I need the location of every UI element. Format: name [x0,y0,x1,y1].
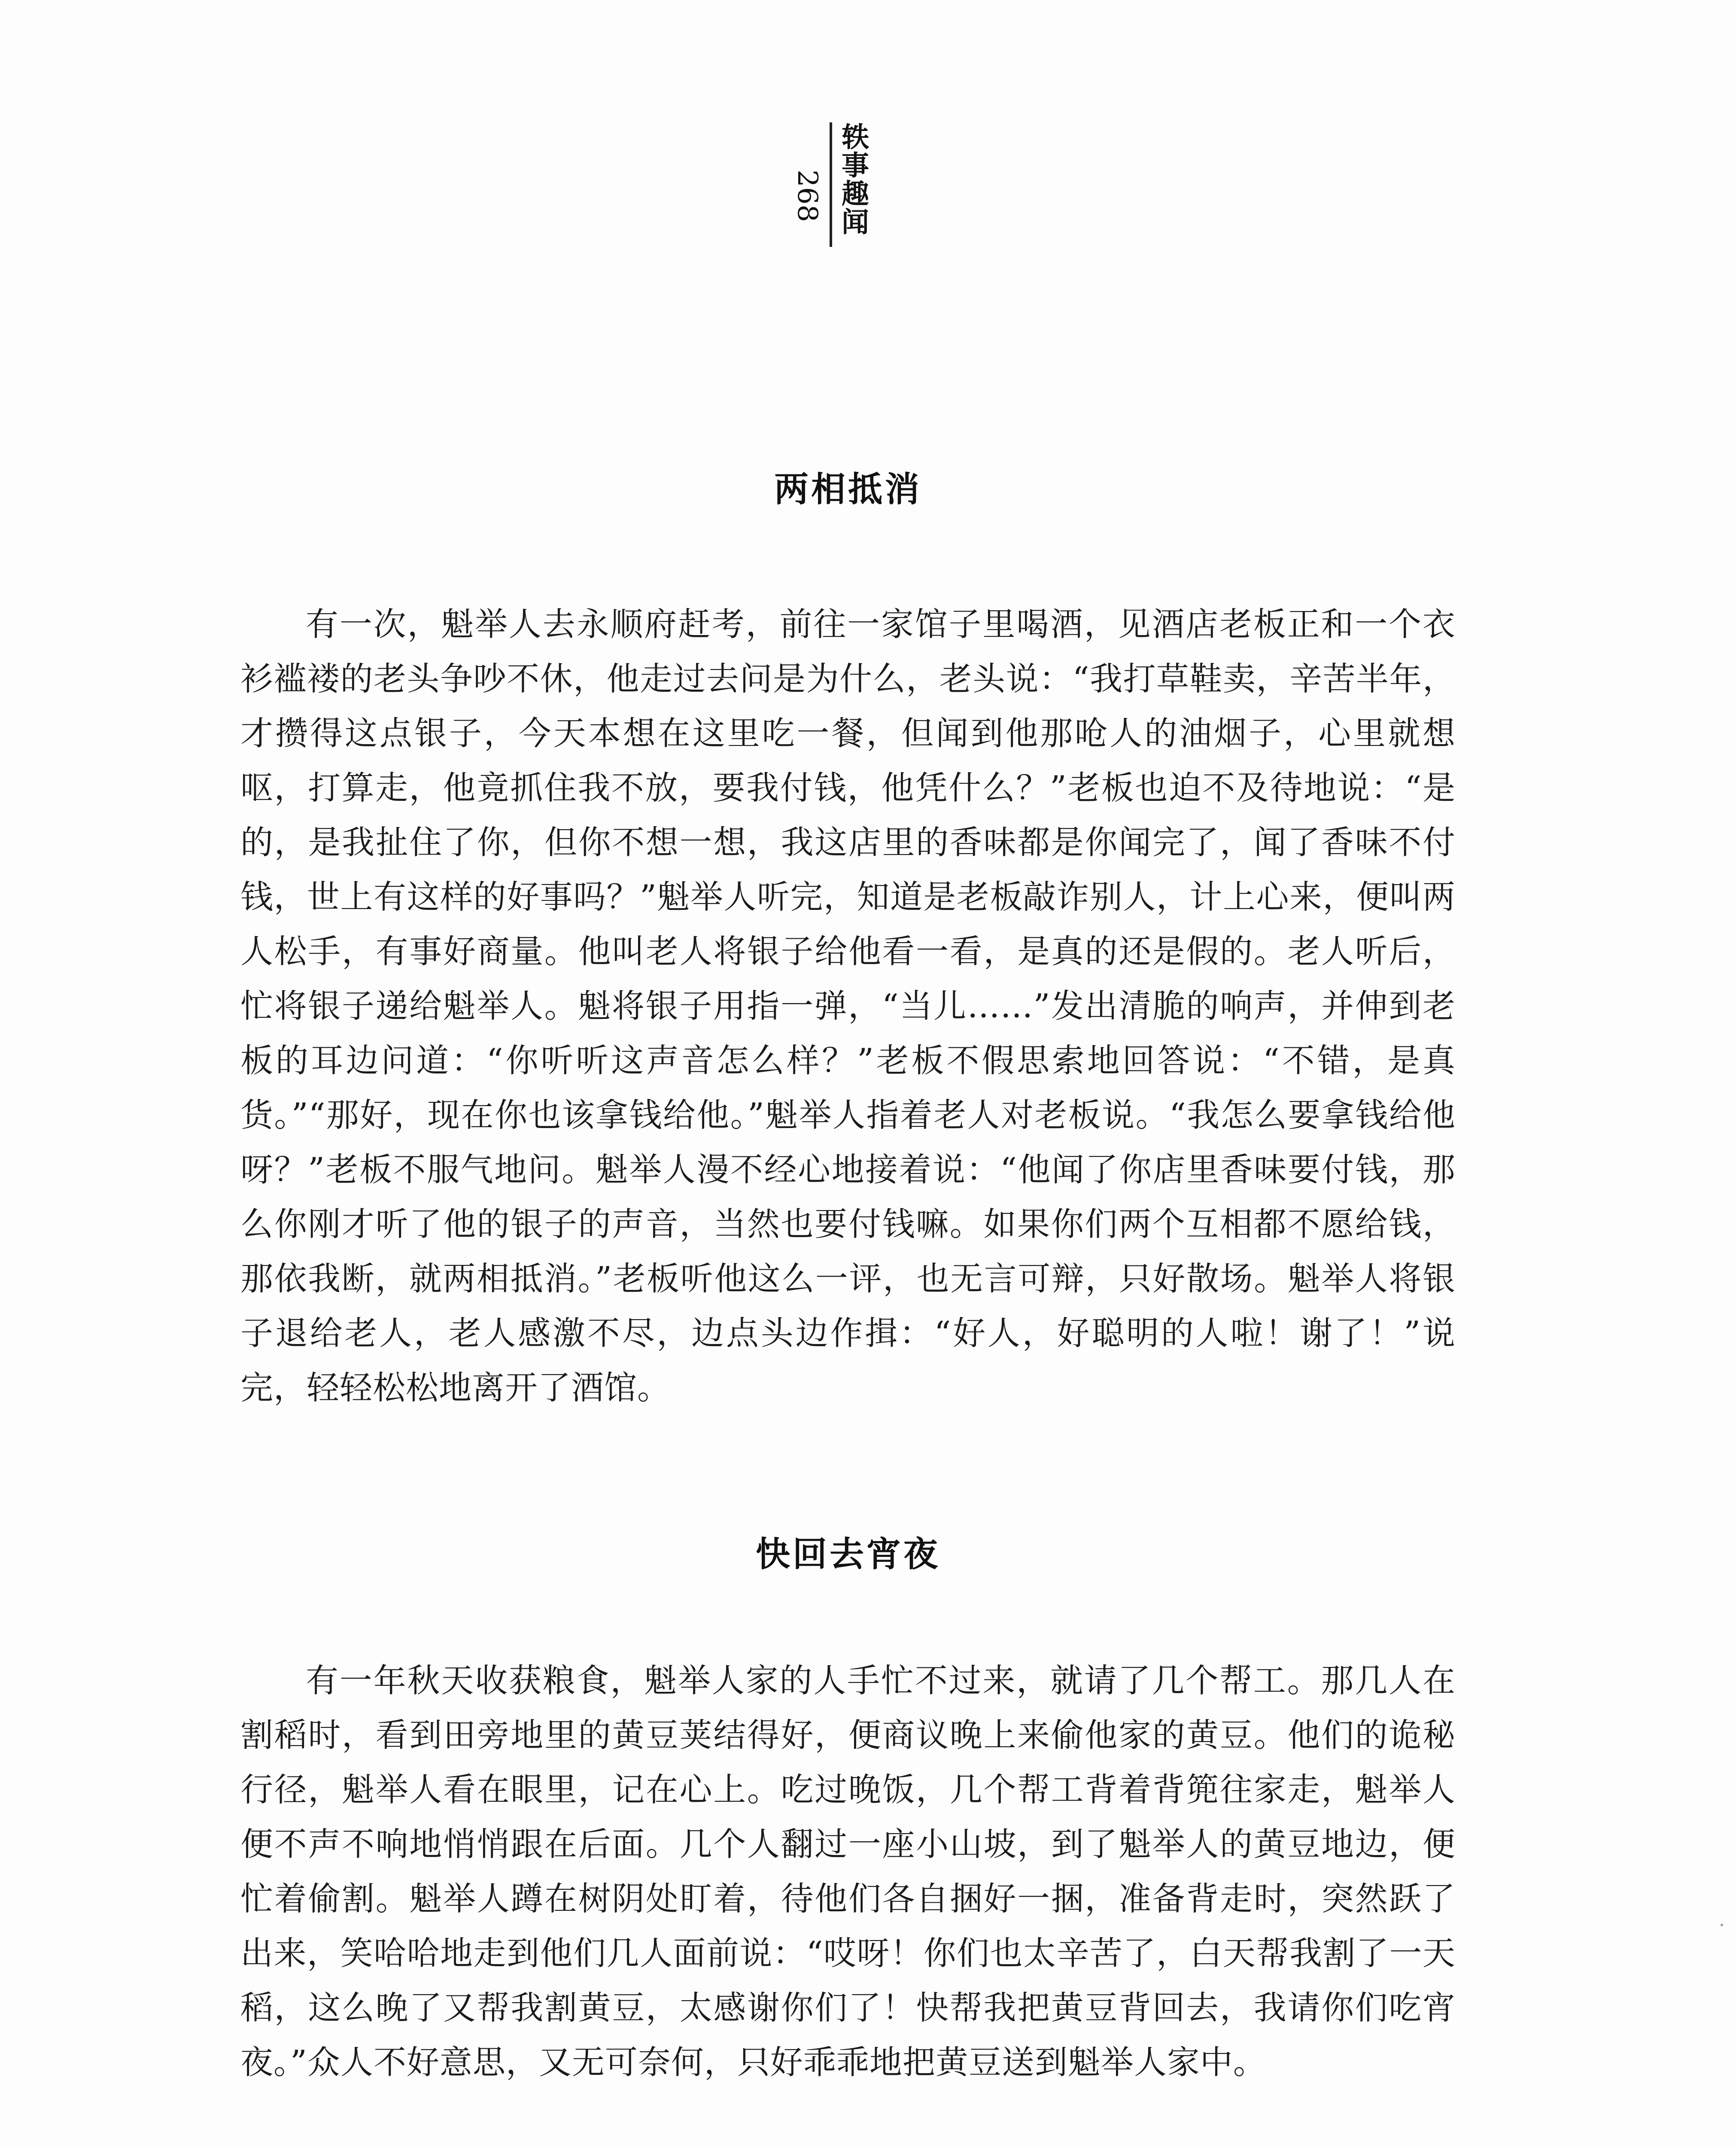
book-title: 轶事趣闻 [837,122,869,236]
section-body: 有一年秋天收获粮食，魁举人家的人手忙不过来，就请了几个帮工。那几人在割稻时，看到田旁地里的黄豆荚结得好，便商议晚上来偷他家的黄豆。他们的诡秘行径，魁举人看在眼里，记在心上。吃过晚饭，几个帮工背着背篼往家走，魁举人便不声不响地悄悄跟在后面。几个人翻过一座小山坡，到了魁举人的黄豆地边，便忙着偷割。魁举人蹲在树阴处盯着，待他们各自捆好一捆，准备背走时，突然跃了出来，笑哈哈地走到他们几人面前说：“哎呀！你们也太辛苦了，白天帮我割了一天稻，这么晚了又帮我割黄豆，太感谢你们了！快帮我把黄豆背回去，我请你们吃宵夜。”众人不好意思，又无可奈何，只好乖乖地把黄豆送到魁举人家中。 [240,1661,1456,2081]
running-head-rule [830,122,832,247]
section-title: 快回去宵夜 [756,1534,940,1574]
article-section [240,468,1456,1415]
section-title: 两相抵消 [774,469,922,509]
running-head [781,122,885,251]
page-number: 268 [791,170,823,222]
section-body: 有一次，魁举人去永顺府赶考，前往一家馆子里喝酒，见酒店老板正和一个衣衫褴褛的老头争吵不休，他走过去问是为什么，老头说：“我打草鞋卖，辛苦半年，才攒得这点银子，今天本想在这里吃一餐，但闻到他那呛人的油烟子，心里就想呕，打算走，他竟抓住我不放，要我付钱，他凭什么？”老板也迫不及待地说：“是的，是我扯住了你，但你不想一想，我这店里的香味都是你闻完了，闻了香味不付钱，世上有这样的好事吗？”魁举人听完，知道是老板敲诈别人，计上心来，便叫两人松手，有事好商量。他叫老人将银子给他看一看，是真的还是假的。老人听后，忙将银子递给魁举人。魁将银子用指一弹，“当儿……”发出清脆的响声，并伸到老板的耳边问道：“你听听这声音怎么样？”老板不假思索地回答说：“不错，是真货。”“那好，现在你也该拿钱给他。”魁举人指着老人对老板说。“我怎么要拿钱给他呀？”老板不服气地问。魁举人漫不经心地接着说：“他闻了你店里香味要付钱，那么你刚才听了他的银子的声音，当然也要付钱嘛。如果你们两个互相都不愿给钱，那依我断，就两相抵消。”老板听他这么一评，也无言可辩，只好散场。魁举人将银子退给老人，老人感激不尽，边点头边作揖：“好人，好聪明的人啦！谢了！”说完，轻轻松松地离开了酒馆。 [240,605,1456,1407]
article-section [240,1533,1456,2089]
scan-speck [1721,1924,1723,1926]
